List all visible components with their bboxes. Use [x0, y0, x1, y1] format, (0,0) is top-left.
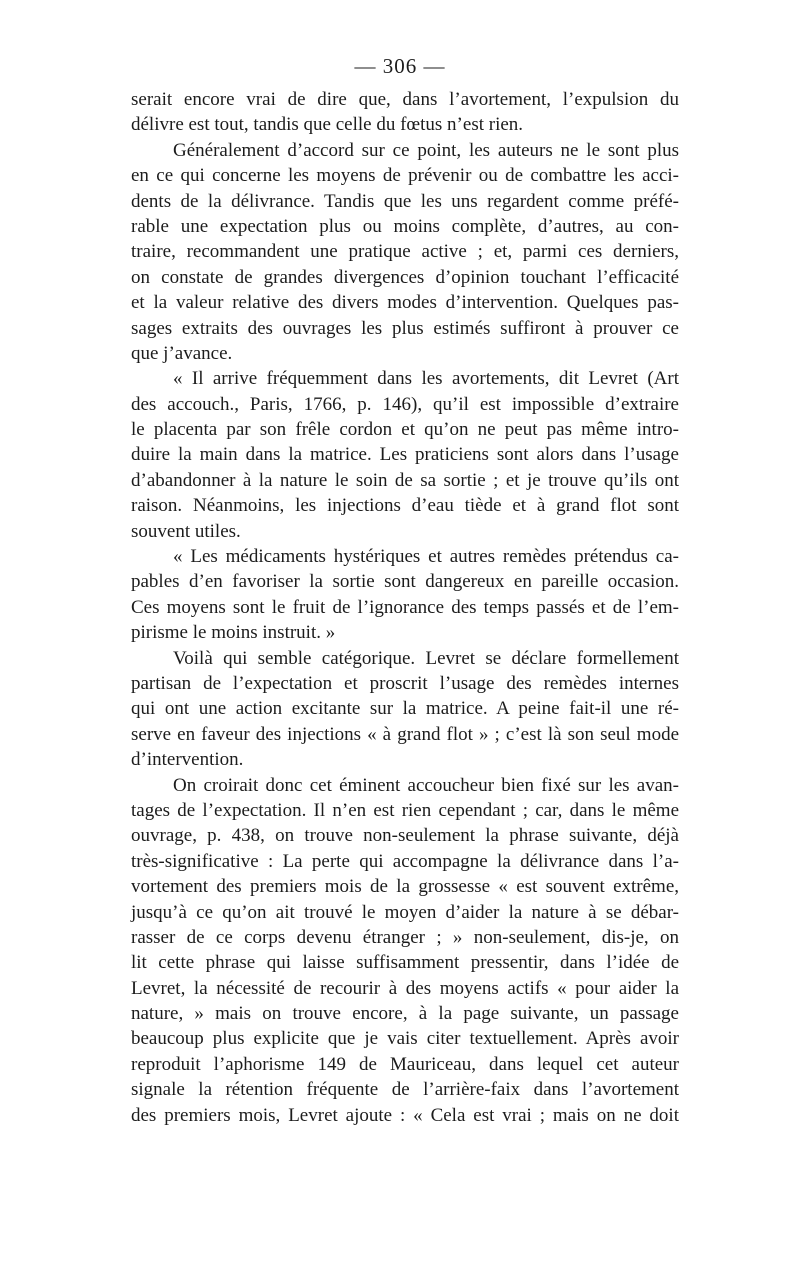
text-line: raison. Néanmoins, les injections d’eau tiède et à grand flot sont: [131, 495, 679, 517]
text-line: rable une expectation plus ou moins complète, d’autres, au con-: [131, 215, 679, 237]
text-line: d’abandonner à la nature le soin de sa sortie ; et je trouve qu’ils ont: [131, 469, 679, 491]
text-line: signale la rétention fréquente de l’arrière-faix dans l’avortement: [131, 1079, 679, 1101]
text-line: des premiers mois, Levret ajoute : « Cela est vrai ; mais on ne doit: [131, 1104, 679, 1126]
text-line: partisan de l’expectation et proscrit l’usage des remèdes internes: [131, 672, 679, 694]
text-line: jusqu’à ce qu’on ait trouvé le moyen d’aider la nature à se débar-: [131, 901, 679, 923]
text-line: serve en faveur des injections « à grand flot » ; c’est là son seul mode: [131, 723, 679, 745]
text-line: Ces moyens sont le fruit de l’ignorance des temps passés et de l’em-: [131, 596, 679, 618]
text-line: tages de l’expectation. Il n’en est rien cependant ; car, dans le même: [131, 799, 679, 821]
text-line: ouvrage, p. 438, on trouve non-seulement la phrase suivante, déjà: [131, 825, 679, 847]
text-line: sages extraits des ouvrages les plus estimés suffiront à prouver ce: [131, 317, 679, 339]
text-line: qui ont une action excitante sur la matrice. A peine fait-il une ré-: [131, 698, 679, 720]
text-line: dents de la délivrance. Tandis que les uns regardent comme préfé-: [131, 190, 679, 212]
text-line: nature, » mais on trouve encore, à la page suivante, un passage: [131, 1003, 679, 1025]
text-line: et la valeur relative des divers modes d’intervention. Quelques pas-: [131, 292, 679, 314]
text-line: serait encore vrai de dire que, dans l’avortement, l’expulsion du: [131, 89, 679, 110]
text-line: Levret, la nécessité de recourir à des moyens actifs « pour aider la: [131, 977, 679, 999]
text-line: « Les médicaments hystériques et autres remèdes prétendus ca-: [173, 546, 679, 568]
text-line: Voilà qui semble catégorique. Levret se déclare formellement: [173, 647, 679, 669]
text-line: que j’avance.: [131, 342, 233, 364]
text-line: délivre est tout, tandis que celle du fœtus n’est rien.: [131, 114, 524, 136]
text-line: souvent utiles.: [131, 520, 241, 542]
text-line: lit cette phrase qui laisse suffisamment pressentir, dans l’idée de: [131, 952, 679, 974]
text-line: en ce qui concerne les moyens de prévenir ou de combattre les acci-: [131, 165, 679, 187]
text-line: « Il arrive fréquemment dans les avortements, dit Levret (Art: [173, 368, 679, 390]
text-line: Généralement d’accord sur ce point, les auteurs ne le sont plus: [173, 139, 679, 161]
text-line: vortement des premiers mois de la grossesse « est souvent extrême,: [131, 876, 679, 898]
text-line: des accouch., Paris, 1766, p. 146), qu’il est impossible d’extraire: [131, 393, 679, 415]
body-text: [131, 87, 679, 1128]
text-line: pables d’en favoriser la sortie sont dangereux en pareille occasion.: [131, 571, 679, 593]
text-line: on constate de grandes divergences d’opinion touchant l’efficacité: [131, 266, 679, 288]
text-line: le placenta par son frêle cordon et qu’on ne peut pas même intro-: [131, 419, 679, 441]
text-line: reproduit l’aphorisme 149 de Mauriceau, dans lequel cet auteur: [131, 1053, 679, 1075]
text-line: pirisme le moins instruit. »: [131, 622, 336, 644]
text-line: rasser de ce corps devenu étranger ; » non-seulement, dis-je, on: [131, 926, 679, 948]
text-line: très-significative : La perte qui accompagne la délivrance dans l’a-: [131, 850, 679, 872]
text-line: traire, recommandent une pratique active ; et, parmi ces derniers,: [131, 241, 679, 263]
text-line: On croirait donc cet éminent accoucheur bien fixé sur les avan-: [173, 774, 679, 796]
text-line: duire la main dans la matrice. Les praticiens sont alors dans l’usage: [131, 444, 679, 466]
page-number: — 306 —: [354, 54, 446, 78]
text-line: d’intervention.: [131, 749, 244, 771]
text-line: beaucoup plus explicite que je vais citer textuellement. Après avoir: [131, 1028, 679, 1050]
